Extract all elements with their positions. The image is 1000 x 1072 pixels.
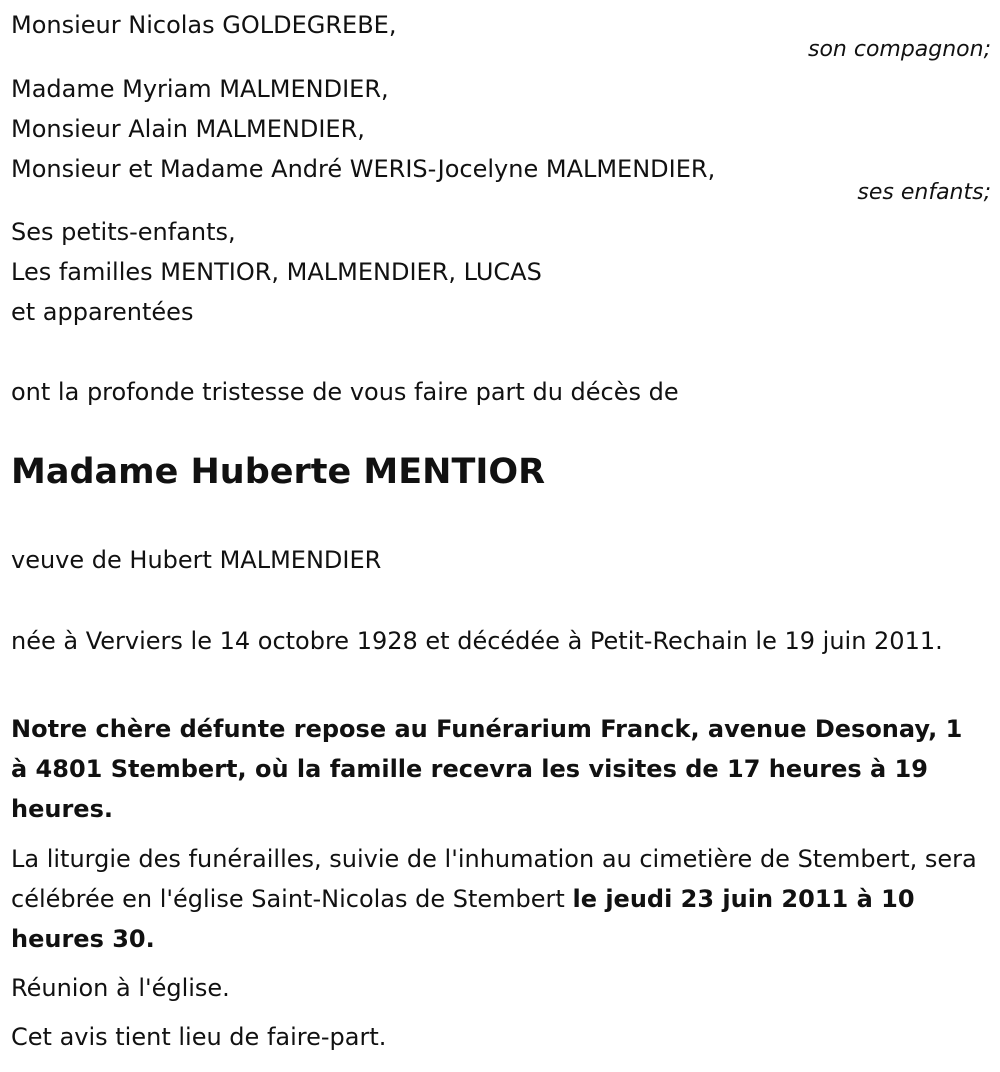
announcement: ont la profonde tristesse de vous faire part du décès de xyxy=(11,378,679,406)
widow-of: veuve de Hubert MALMENDIER xyxy=(11,546,382,574)
child-3: Monsieur et Madame André WERIS-Jocelyne MALMENDIER, xyxy=(11,155,716,183)
companion-role: son compagnon; xyxy=(807,37,991,62)
meeting-info: Réunion à l'église. xyxy=(11,974,230,1002)
child-2: Monsieur Alain MALMENDIER, xyxy=(11,115,365,143)
liturgy-date: le jeudi 23 juin 2011 à 10 heures 30. xyxy=(11,885,915,953)
relatives: et apparentées xyxy=(11,298,194,326)
funerarium-info: Notre chère défunte repose au Funérarium Franck, avenue Desonay, 1 à 4801 Stembert, où la famille recevra les visites de 17 heures à 19 heures. xyxy=(11,715,963,823)
liturgy-info xyxy=(11,839,986,959)
notice-info: Cet avis tient lieu de faire-part. xyxy=(11,1023,387,1051)
liturgy-text: La liturgie des funérailles, suivie de l'inhumation au cimetière de Stembert, sera célébrée en l'église Saint-Nicolas de Stembert xyxy=(11,845,977,913)
children-role: ses enfants; xyxy=(857,180,991,205)
companion-name: Monsieur Nicolas GOLDEGREBE, xyxy=(11,11,397,39)
grandchildren: Ses petits-enfants, xyxy=(11,218,236,246)
child-1: Madame Myriam MALMENDIER, xyxy=(11,75,389,103)
deceased-name: Madame Huberte MENTIOR xyxy=(11,452,546,492)
families: Les familles MENTIOR, MALMENDIER, LUCAS xyxy=(11,258,542,286)
birth-death: née à Verviers le 14 octobre 1928 et décédée à Petit-Rechain le 19 juin 2011. xyxy=(11,627,943,655)
